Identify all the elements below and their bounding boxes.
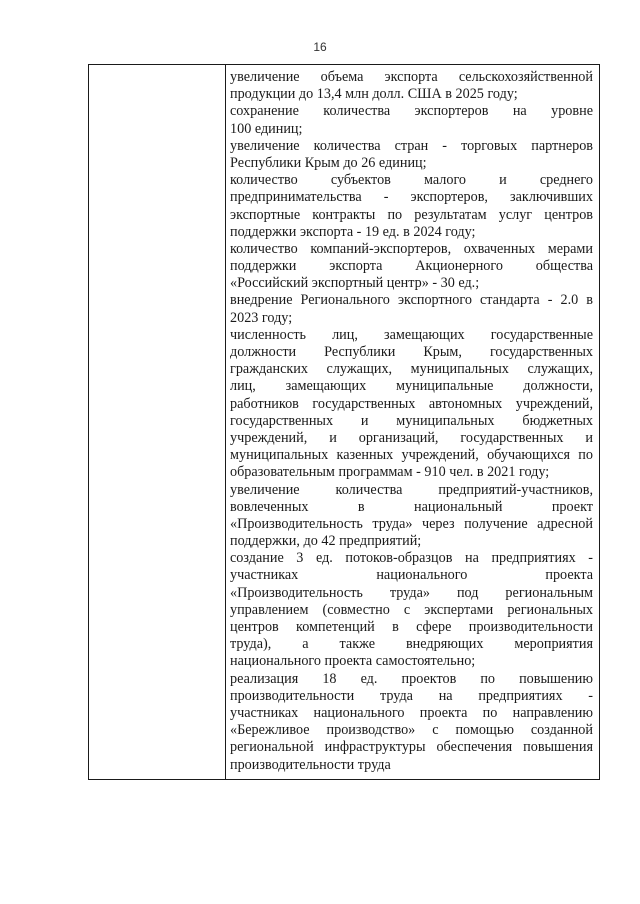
text-line: увеличение количества стран - торговых партнеров [230,137,593,154]
text-line: муниципальных казенных учреждений, обучающихся по [230,447,593,464]
text-line: работников государственных автономных учреждений, [230,395,593,412]
text-line: образовательным программам - 910 чел. в 2021 году; [230,464,550,481]
text-line: поддержки, до 42 предприятий; [230,533,422,550]
text-line: увеличение количества предприятий-участников, [230,481,593,498]
text-line: Республики Крым до 26 единиц; [230,154,427,171]
text-line: «Производительность труда» через получение адресной [230,515,593,532]
text-line: управлением (совместно с экспертами региональных [230,601,593,618]
text-line: реализация 18 ед. проектов по повышению [230,670,593,687]
text-line: «Бережливое производство» с помощью созданной [230,722,593,739]
text-line: 2023 году; [230,309,293,326]
text-line: должности Республики Крым, государственных [230,344,593,360]
text-line: производительности труда [230,756,391,773]
text-line: центров компетенций в сфере производительности [230,619,593,635]
text-line: 100 единиц; [230,120,303,137]
table-left-cell [89,65,226,779]
text-line: гражданских служащих, муниципальных служащих, [230,361,593,378]
text-line: труда), а также внедряющих мероприятия [230,636,593,653]
page-number: 16 [313,40,327,54]
text-line: сохранение количества экспортеров на уровне [230,103,593,120]
text-line: вовлеченных в национальный проект [230,498,593,515]
text-line: производительности труда на предприятиях - [230,687,593,704]
text-line: лиц, замещающих муниципальные должности, [230,378,593,395]
text-line: национального проекта самостоятельно; [230,653,476,670]
text-line: участниках национального проекта по направлению [230,704,593,721]
text-line: количество субъектов малого и среднего [230,172,593,189]
text-line: «Российский экспортный центр» - 30 ед.; [230,275,480,292]
text-line: предпринимательства - экспортеров, заключивших [230,189,593,206]
text-line: создание 3 ед. потоков-образцов на предприятиях - [230,550,593,567]
text-line: экспортные контракты по результатам услуг центров [230,206,593,223]
text-line: поддержки экспорта - 19 ед. в 2024 году; [230,223,476,240]
text-line: государственных и муниципальных бюджетных [230,412,593,429]
goals-table [88,64,600,780]
text-line: региональной инфраструктуры обеспечения повышения [230,739,593,756]
text-line: количество компаний-экспортеров, охваченных мерами [230,240,593,257]
text-line: «Производительность труда» под региональным [230,584,593,601]
text-line: численность лиц, замещающих государственные [230,326,593,343]
table-right-cell [226,65,599,779]
text-line: внедрение Регионального экспортного стандарта - 2.0 в [230,292,593,309]
text-line: учреждений, и организаций, государственных и [230,429,593,446]
text-line: поддержки экспорта Акционерного общества [230,258,593,275]
text-line: участниках национального проекта [230,567,593,584]
text-line: продукции до 13,4 млн долл. США в 2025 году; [230,86,518,103]
text-line: увеличение объема экспорта сельскохозяйственной [230,69,593,85]
